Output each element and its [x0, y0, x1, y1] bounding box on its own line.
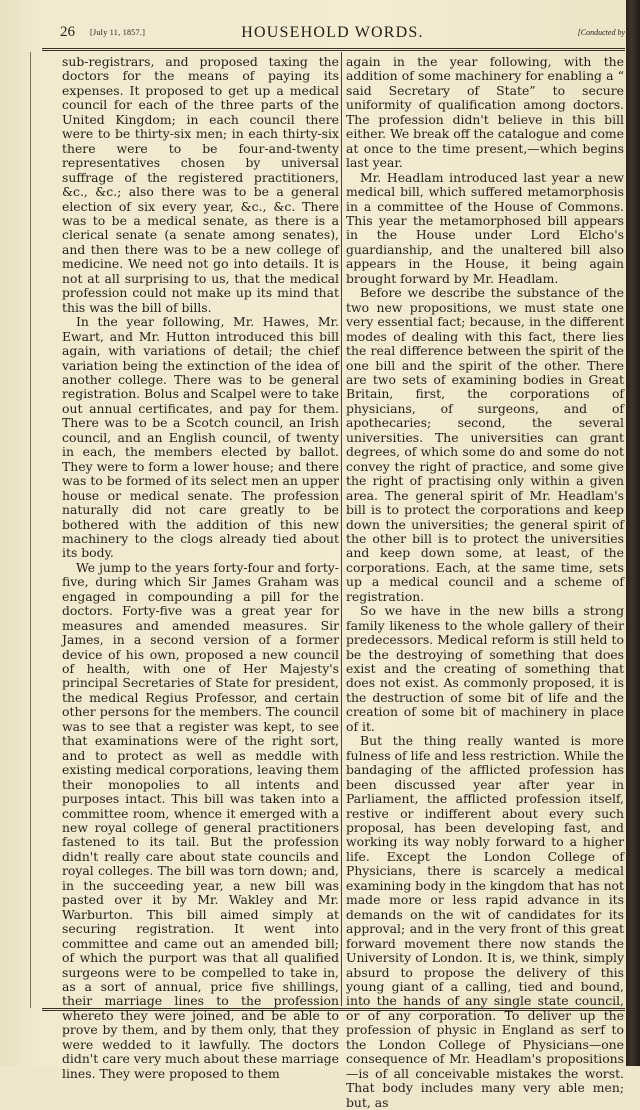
paragraph: In the year following, Mr. Hawes, Mr. Ewart, and Mr. Hutton introduced this bill again, with variations of detail; the chief variation being the extinction of the idea of another college. There was to be general registration. Bolus and Scalpel were to take out annual certificates, and pay for them. There was to be a Scotch council, an Irish council, and an English council, of twenty in each, the members elected by ballot. They were to form a lower house; and there was to be formed of its select men an upper house or medical senate. The profession naturally did not care greatly to be bothered with the addition of this new machinery to the clogs already tied about its body.	[62, 314, 339, 561]
page-margin-line	[30, 52, 31, 1008]
paragraph: Mr. Headlam introduced last year a new medical bill, which suffered metamorphosis in a committee of the House of Commons. This year the metamorphosed bill appears in the House under Lord Elcho's guardianship, and the unaltered bill also appears in the House, it being again brought forward by Mr. Headlam.	[346, 169, 624, 286]
book-binding	[626, 0, 640, 1066]
page-number: 26	[60, 24, 75, 40]
paragraph: We jump to the years forty-four and forty-five, during which Sir James Graham was engaged in compounding a pill for the doctors. Forty-five was a great year for measures and amended measures. Sir James, in a second version of a former device of his own, proposed a new council of health, with one of Her Majesty's principal Secretaries of State for president, the medical Regius Professor, and certain other persons for the members. The council was to see that a register was kept, to see that examinations were of the right sort, and to protect as well as meddle with existing medical corporations, leaving them their monopolies to all intents and purposes intact. This bill was taken into a committee room, whence it emerged with a new royal college of general practitioners fastened to its tail. But the profession didn't really care about state councils and royal colleges. The bill was torn down; and, in the succeeding year, a new bill was pasted over it by Mr. Wakley and Mr. Warburton. This bill aimed simply at securing registration. It went into committee and came out an amended bill; of which the purport was that all qualified surgeons were to be compelled to take in, as a sort of annual, price five shillings, their marriage lines to the profession whereto they were joined, and be able to prove by them, and by them only, that they were wedded to it lawfully. The doctors didn't care very much about these marriage lines. They were proposed to them	[62, 559, 339, 1081]
left-column	[62, 54, 339, 1081]
footer-rule	[42, 1008, 625, 1011]
paragraph: sub-registrars, and proposed taxing the doctors for the means of paying its expenses. It proposed to get up a medical council for each of the three parts of the United Kingdom; in each council there were to be thirty-six men; in each thirty-six there were to be four-and-twenty representatives chosen by universal suffrage of the registered practitioners, &c., &c.; also there was to be a general election of six every year, &c., &c. There was to be a medical senate, as there is a clerical senate (a senate among senates), and then there was to be a new college of medicine. We need not go into details. It is not at all surprising to us, that the medical profession could not make up its mind that this was the bill of bills.	[62, 54, 339, 315]
paragraph: But the thing really wanted is more fulness of life and less restriction. While the bandaging of the afflicted profession has been discussed year after year in Parliament, the afflicted profession itself, restive or indifferent about every such proposal, has been developing fast, and working its way nobly forward to a higher life. Except the London College of Physicians, there is scarcely a medical examining body in the kingdom that has not made more or less rapid advance in its demands on the wit of candidates for its approval; and in the very front of this great forward movement there now stands the University of London. It is, we think, simply absurd to propose the delivery of this young giant of a calling, tied and bound, into the hands of any single state council, or of any corporation. To deliver up the profession of physic in England as serf to the London College of Physicians—one consequence of Mr. Headlam's propositions—is of all conceivable mistakes the worst. That body includes many very able men; but, as	[346, 733, 624, 1110]
right-column	[346, 54, 624, 1110]
conducted-by: [Conducted by	[577, 28, 625, 37]
paragraph: So we have in the new bills a strong family likeness to the whole gallery of their predecessors. Medical reform is still held to be the destroying of something that does exist and the creating of something that does not exist. As commonly proposed, it is the destruction of some bit of life and the creation of some bit of machinery in place of it.	[346, 603, 624, 734]
journal-title: HOUSEHOLD WORDS.	[241, 24, 424, 41]
paragraph: again in the year following, with the addition of some machinery for enabling a “ said Secretary of State” to secure uniformity of qualification among doctors. The profession didn't believe in this bill either. We break off the catalogue and come at once to the time present,—which begins last year.	[346, 54, 624, 171]
column-divider	[341, 52, 342, 1006]
header-rule	[42, 48, 625, 51]
running-header	[40, 22, 625, 46]
paragraph: Before we describe the substance of the two new propositions, we must state one very essential fact; because, in the different modes of dealing with this fact, there lies the real difference between the spirit of the one bill and the spirit of the other. There are two sets of examining bodies in Great Britain, first, the corporations of physicians, of surgeons, and of apothecaries; second, the several universities. The universities can grant degrees, of which some do and some do not convey the right of practice, and some give the right of practising only within a given area. The general spirit of Mr. Headlam's bill is to protect the corporations and keep down the universities; the general spirit of the other bill is to protect the universities and keep down some, at least, of the corporations. Each, at the same time, sets up a medical council and a scheme of registration.	[346, 285, 624, 604]
issue-date: [July 11, 1857.]	[90, 28, 146, 37]
